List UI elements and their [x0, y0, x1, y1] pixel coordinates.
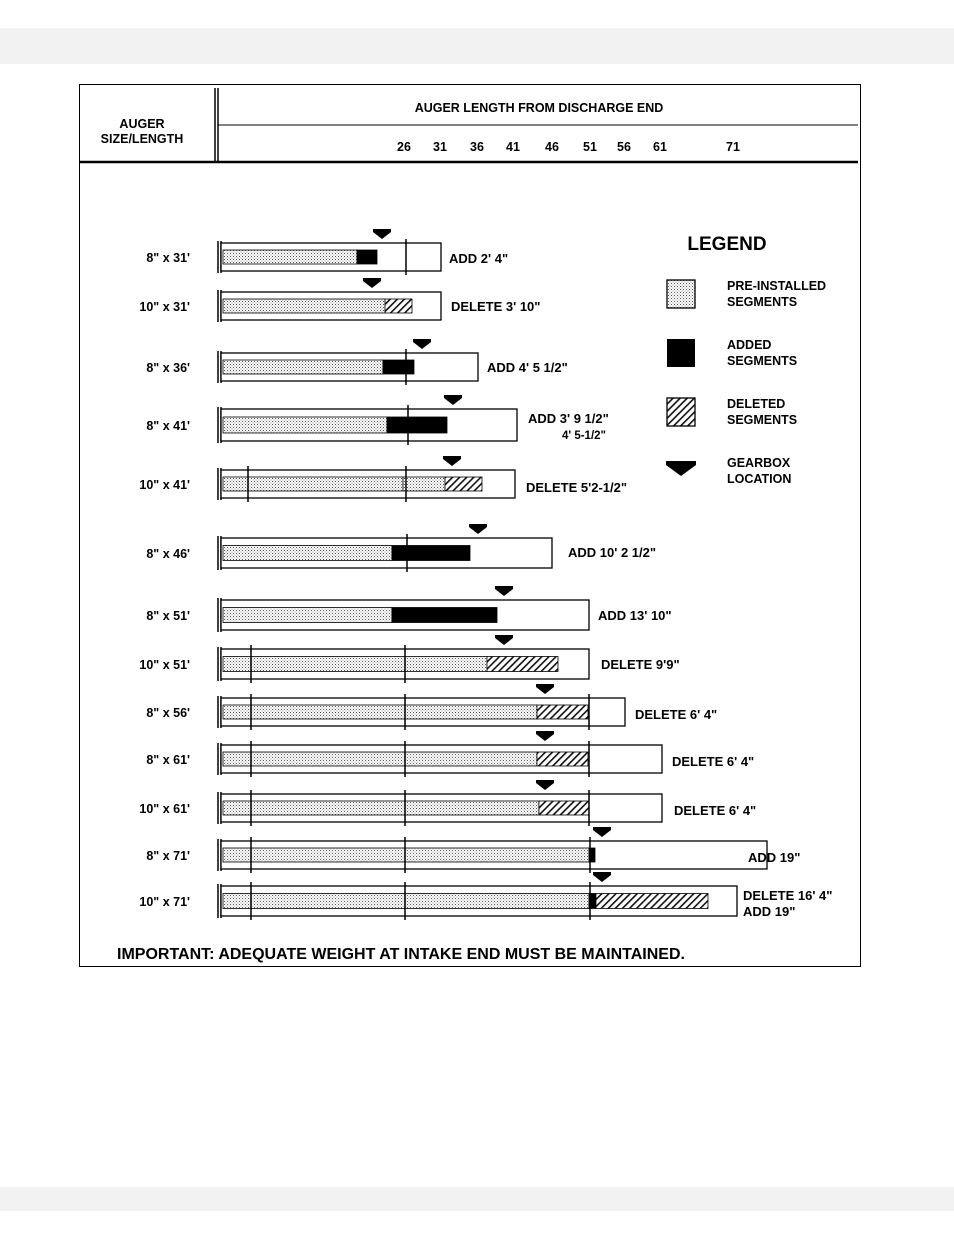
auger-segment-chart [79, 84, 861, 967]
row-size-label: 8" x 51' [146, 609, 190, 623]
deleted-segment [537, 752, 588, 766]
size-column-title-line1: AUGER [119, 117, 165, 131]
row-size-label: 8" x 56' [146, 706, 190, 720]
auger-row [146, 827, 800, 873]
row-size-label: 10" x 61' [139, 802, 190, 816]
deleted-segment-icon [667, 398, 695, 426]
legend [666, 279, 826, 486]
deleted-segment [487, 657, 558, 672]
length-header-title: AUGER LENGTH FROM DISCHARGE END [414, 101, 664, 115]
pre-installed-segment [405, 657, 487, 672]
deleted-segment [537, 705, 588, 719]
auger-row [146, 339, 567, 385]
pre-installed-segment-icon [667, 280, 695, 308]
row-size-label: 8" x 46' [146, 547, 190, 561]
row-size-label: 8" x 71' [146, 849, 190, 863]
tick-label: 56 [617, 140, 631, 154]
tick-label: 46 [545, 140, 559, 154]
row-adjustment-note: DELETE 5'2-1/2" [526, 480, 628, 495]
row-size-label: 8" x 31' [146, 251, 190, 265]
row-adjustment-note: DELETE 16' 4" [743, 888, 833, 903]
legend-item-added [667, 338, 797, 368]
legend-item-deleted [667, 397, 797, 427]
size-column-title-line2: SIZE/LENGTH [100, 132, 184, 146]
row-adjustment-note: ADD 10' 2 1/2" [568, 545, 657, 560]
row-adjustment-note: DELETE 6' 4" [672, 754, 755, 769]
auger-row [139, 456, 627, 502]
legend-item-label: SEGMENTS [727, 354, 798, 368]
auger-row [146, 395, 608, 445]
row-size-label: 10" x 51' [139, 658, 190, 672]
gearbox-arrow-icon [593, 872, 611, 882]
legend-item-label: ADDED [727, 338, 772, 352]
row-adjustment-note: ADD 3' 9 1/2" [528, 411, 609, 426]
legend-item-label: SEGMENTS [727, 295, 798, 309]
gearbox-arrow-icon [373, 229, 391, 239]
auger-row [146, 586, 671, 632]
length-tick-labels [397, 140, 740, 154]
added-segment [383, 360, 414, 374]
gearbox-arrow-icon [444, 395, 462, 405]
bottom-page-band [0, 1187, 954, 1211]
pre-installed-segment [223, 360, 383, 374]
auger-row [146, 684, 717, 730]
gearbox-arrow-icon [469, 524, 487, 534]
row-size-label: 10" x 31' [139, 300, 190, 314]
row-adjustment-note: DELETE 9'9" [601, 657, 680, 672]
row-adjustment-note: ADD 19" [743, 904, 796, 919]
added-segment-icon [667, 339, 695, 367]
auger-rows [139, 229, 832, 920]
gearbox-arrow-icon [413, 339, 431, 349]
deleted-segment [539, 801, 589, 815]
row-adjustment-note: ADD 13' 10" [598, 608, 672, 623]
row-adjustment-note: 4' 5-1/2" [562, 430, 606, 442]
auger-row [146, 229, 508, 275]
auger-row [139, 872, 832, 920]
auger-row [139, 635, 679, 683]
pre-installed-segment [223, 546, 392, 561]
pre-installed-segment [223, 608, 392, 623]
tick-label: 61 [653, 140, 667, 154]
legend-item-label: DELETED [727, 397, 786, 411]
row-adjustment-note: ADD 19" [748, 850, 801, 865]
important-note: IMPORTANT: ADEQUATE WEIGHT AT INTAKE END MUST BE MAINTAINED. [117, 946, 685, 963]
auger-row [146, 524, 656, 572]
legend-item-pre-installed [667, 279, 826, 309]
row-size-label: 8" x 36' [146, 361, 190, 375]
pre-installed-segment [405, 801, 539, 815]
gearbox-arrow-icon [536, 684, 554, 694]
tick-label: 31 [433, 140, 447, 154]
added-segment [387, 417, 447, 433]
legend-item-label: SEGMENTS [727, 413, 798, 427]
deleted-segment [596, 894, 708, 909]
gearbox-arrow-icon [443, 456, 461, 466]
auger-row [139, 278, 540, 322]
gearbox-arrow-icon [536, 731, 554, 741]
pre-installed-segment [223, 477, 403, 491]
row-adjustment-note: DELETE 3' 10" [451, 299, 541, 314]
row-adjustment-note: DELETE 6' 4" [674, 803, 757, 818]
row-size-label: 10" x 41' [139, 478, 190, 492]
gearbox-arrow-icon [363, 278, 381, 288]
legend-title: LEGEND [687, 234, 767, 255]
legend-item-label: GEARBOX [727, 456, 791, 470]
row-size-label: 8" x 41' [146, 419, 190, 433]
added-segment [357, 250, 377, 264]
pre-installed-segment [405, 848, 589, 862]
added-segment [392, 546, 470, 561]
pre-installed-segment [223, 417, 387, 433]
pre-installed-segment [405, 752, 537, 766]
pre-installed-segment [403, 477, 445, 491]
legend-item-label: LOCATION [727, 472, 792, 486]
row-size-label: 8" x 61' [146, 753, 190, 767]
auger-row [139, 780, 756, 826]
diagram-canvas [80, 85, 862, 968]
tick-label: 26 [397, 140, 411, 154]
pre-installed-segment [405, 894, 589, 909]
pre-installed-segment [223, 250, 357, 264]
tick-label: 71 [726, 140, 740, 154]
gearbox-arrow-icon [536, 780, 554, 790]
legend-item-gearbox [666, 456, 791, 486]
row-adjustment-note: ADD 2' 4" [449, 251, 509, 266]
tick-label: 51 [583, 140, 597, 154]
row-adjustment-note: ADD 4' 5 1/2" [487, 360, 568, 375]
top-page-band [0, 28, 954, 64]
row-size-label: 10" x 71' [139, 895, 190, 909]
gearbox-arrow-icon [593, 827, 611, 837]
tick-label: 36 [470, 140, 484, 154]
pre-installed-segment [223, 299, 385, 313]
gearbox-location-icon [666, 461, 696, 476]
gearbox-arrow-icon [495, 635, 513, 645]
legend-item-label: PRE-INSTALLED [727, 279, 827, 293]
added-segment [392, 608, 497, 623]
gearbox-arrow-icon [495, 586, 513, 596]
deleted-segment [385, 299, 412, 313]
tick-label: 41 [506, 140, 520, 154]
auger-row [146, 731, 754, 777]
row-adjustment-note: DELETE 6' 4" [635, 707, 718, 722]
pre-installed-segment [405, 705, 537, 719]
deleted-segment [445, 477, 482, 491]
